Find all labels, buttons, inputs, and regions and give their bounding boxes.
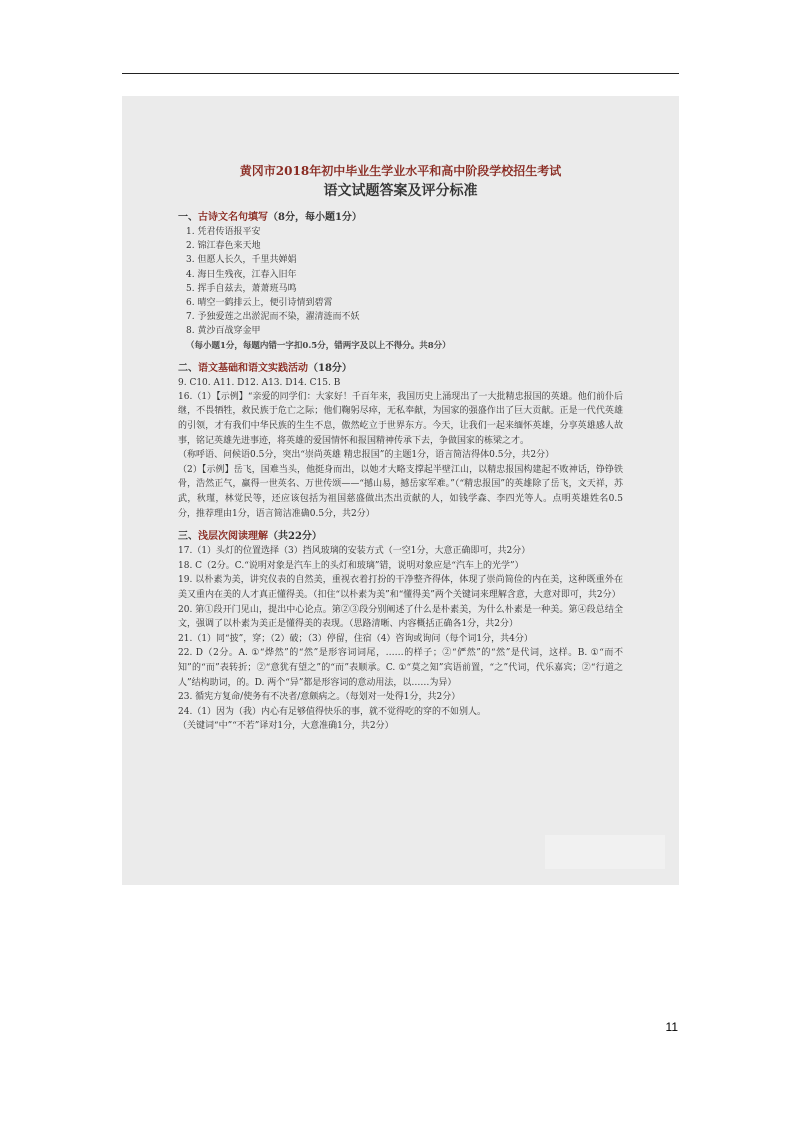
- section2-number: 二、: [178, 362, 198, 374]
- exam-title: 黄冈市2018年初中毕业生学业水平和高中阶段学校招生考试: [239, 164, 562, 178]
- q24-answer: 24.（1）因为（我）内心有足够值得快乐的事，就不觉得吃的穿的不如别人。: [178, 706, 487, 717]
- section2-score: （18分）: [308, 362, 352, 374]
- multiple-choice-answers: 9. C10. A11. D12. A13. D14. C15. B: [178, 377, 341, 388]
- top-rule: [122, 73, 679, 74]
- answer-sheet-content: [178, 162, 623, 734]
- q16-part2-answer: （2）【示例】岳飞，国难当头，他挺身而出，以她才大略支撑起半壁江山，以精忠报国构建起不败神话，铮铮铁骨，浩然正气，赢得一世英名、万世传颂——“撼山易，撼岳家军难。”（“精忠报国”的英雄除了岳飞，文天祥，苏武，秋瑾，林觉民等，还应该包括为祖国慈盛做出杰出贡献的人，如钱学森、李四光等人。点明英雄姓名0.5分，推荐理由1分，语言简洁准确0.5分，共2分）: [178, 464, 623, 519]
- section1-items: [178, 225, 623, 353]
- scanned-answer-sheet: [122, 96, 679, 885]
- scan-blank-patch: [545, 835, 665, 869]
- answer-line: 5. 挥手自兹去，萧萧班马鸣: [186, 283, 297, 294]
- section3-title: 浅层次阅读理解: [198, 531, 268, 543]
- q17-answer: 17.（1）头灯的位置选择（3）挡风玻璃的安装方式（一空1分，大意正确即可，共2分）: [178, 546, 531, 557]
- section1-number: 一、: [178, 212, 198, 223]
- section2-heading: [178, 361, 623, 376]
- q16-part1-scoring: （称呼语、问候语0.5分，突出“崇尚英雄 精忠报国”的主题1分，语言简洁得体0.5分，共2分）: [178, 450, 555, 461]
- section3-heading: [178, 529, 623, 544]
- q21-answer: 21.（1）同“披”，穿；（2）破；（3）停留，住宿（4）咨询或询问（每个词1分，共4分）: [178, 633, 533, 644]
- q18-answer: 18. C（2分。C.“说明对象是汽车上的头灯和玻璃”错，说明对象应是“汽车上的光学”）: [178, 560, 524, 571]
- answer-line: 8. 黄沙百战穿金甲: [186, 326, 261, 337]
- q20-answer: 20. 第①段开门见山，提出中心论点。第②③段分别阐述了什么是朴素美，为什么朴素是一种美。第④段总结全文，强调了以朴素为美正是懂得美的表现。（思路清晰、内容概括正确各1分，共2分）: [178, 604, 623, 630]
- answer-line: 4. 海日生残夜，江春入旧年: [186, 269, 297, 280]
- section1-heading: [178, 210, 623, 225]
- answer-line: 2. 锦江春色来天地: [186, 241, 261, 252]
- answer-line: 3. 但愿人长久，千里共婵娟: [186, 255, 297, 266]
- q22-answer: 22. D（2分。A. ①“烨然”的“然”是形容词词尾，……的样子；②“俨然”的“然”是代词，这样。B. ①“而不知”的“而”表转折；②“意犹有望之”的“而”表顺承。C. ①“莫之知”宾语前置，“之”代词，代乐嘉宾；②“行道之人”结构助词，的。D. 两个“异”都是形容词的意动用法，以……为异）: [178, 648, 623, 688]
- section3-number: 三、: [178, 531, 198, 543]
- section3-score: （共22分）: [268, 531, 322, 543]
- section1-scoring-note: （每小题1分，每题内错一字扣0.5分，错两字及以上不得分。共8分）: [186, 340, 451, 351]
- answer-key-title: 语文试题答案及评分标准: [323, 183, 478, 199]
- answer-line: 1. 凭君传语报平安: [186, 227, 261, 237]
- q23-answer: 23. 循宪方复命/使务有不决者/意颇病之。（每划对一处得1分，共2分）: [178, 692, 461, 703]
- section1-score: （8分，每小题1分）: [268, 212, 362, 223]
- page-number: 11: [665, 1020, 678, 1034]
- q24-scoring: （关键词“中”“不若”译对1分，大意准确1分，共2分）: [178, 721, 394, 732]
- answer-line: 7. 予独爱莲之出淤泥而不染，濯清涟而不妖: [186, 312, 360, 323]
- section1-title: 古诗文名句填写: [198, 212, 268, 223]
- section2-title: 语文基础和语文实践活动: [198, 362, 308, 374]
- answer-line: 6. 晴空一鹤排云上，便引诗情到碧霄: [186, 298, 333, 309]
- q16-part1-answer: 16.（1）【示例】“亲爱的同学们：大家好！千百年来，我国历史上涌现出了一大批精忠报国的英雄。他们前仆后继，不畏牺牲，救民族于危亡之际；他们鞠躬尽瘁，无私奉献，为国家的强盛作出了巨大贡献。正是一代代英雄的引领，才有我们中华民族的生生不息，傲然屹立于世界东方。今天，让我们一起来缅怀英雄，分享英雄感人故事，铭记英雄先进事迹，将英雄的爱国情怀和报国精神传承下去，争做国家的栋梁之才。: [178, 391, 623, 446]
- q19-answer: 19. 以朴素为美，讲究仪表的自然美，重视衣着打扮的干净整齐得体，体现了崇尚简俭的内在美，这种既重外在美又重内在美的人才真正懂得美。（扣住“以朴素为美”和“懂得美”两个关键词来理解含意，大意对即可，共2分）: [178, 575, 623, 600]
